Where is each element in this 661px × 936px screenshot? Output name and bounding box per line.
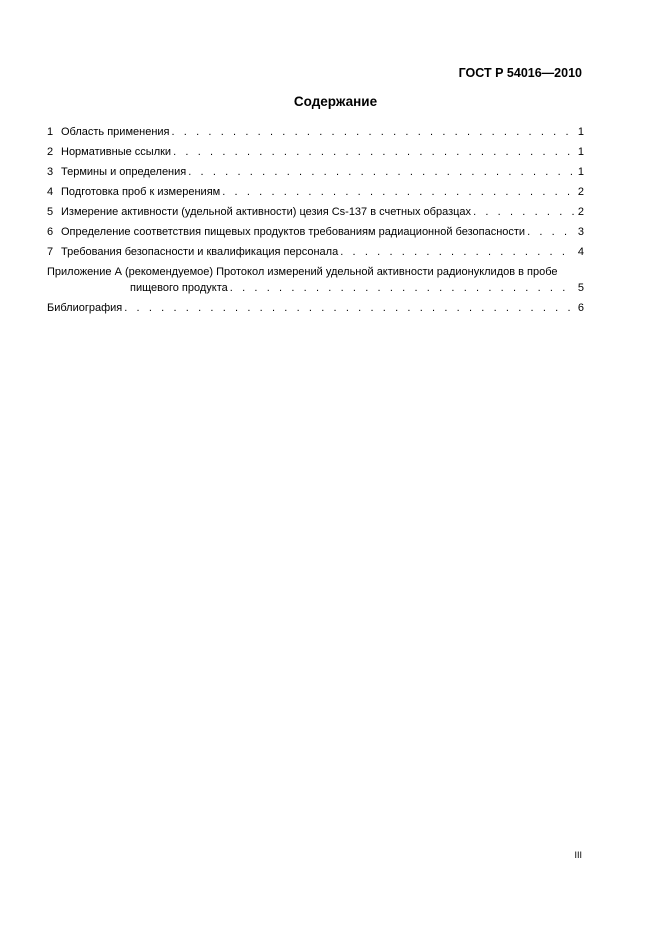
toc-entry-number: 3	[47, 166, 54, 178]
toc-entry-page: 5	[577, 282, 584, 294]
toc-entry-page: 3	[577, 226, 584, 238]
toc-entry-page: 2	[577, 186, 584, 198]
toc-entry[interactable]	[47, 205, 584, 225]
dot-leader	[230, 281, 574, 295]
toc-title: Содержание	[293, 94, 378, 109]
table-of-contents	[47, 125, 584, 321]
toc-entry[interactable]	[47, 185, 584, 205]
toc-entry-number: 6	[47, 226, 54, 238]
toc-entry[interactable]	[47, 225, 584, 245]
toc-appendix-entry[interactable]	[47, 265, 584, 281]
toc-appendix-label-cont: пищевого продукта	[130, 282, 228, 294]
dot-leader	[527, 225, 574, 239]
toc-entry[interactable]	[47, 145, 584, 165]
toc-entry[interactable]	[47, 245, 584, 265]
toc-entry-label: Требования безопасности и квалификация персонала	[61, 246, 339, 258]
toc-entry[interactable]	[47, 165, 584, 185]
toc-entry-page: 1	[577, 126, 584, 138]
toc-entry-page: 1	[577, 166, 584, 178]
toc-entry-label: Термины и определения	[61, 166, 187, 178]
toc-entry-page: 4	[577, 246, 584, 258]
toc-entry-number: 7	[47, 246, 54, 258]
toc-entry-number: 1	[47, 126, 54, 138]
toc-entry-page: 2	[577, 206, 584, 218]
toc-entry-number: 2	[47, 146, 54, 158]
dot-leader	[473, 205, 574, 219]
toc-entry-page: 1	[577, 146, 584, 158]
dot-leader	[188, 165, 574, 179]
dot-leader	[172, 125, 575, 139]
standard-code: ГОСТ Р 54016—2010	[458, 66, 582, 80]
toc-entry[interactable]	[47, 125, 584, 145]
toc-entry-label: Библиография	[47, 302, 123, 314]
toc-appendix-label: Приложение А (рекомендуемое) Протокол измерений удельной активности радионуклидов в пробе	[47, 266, 558, 278]
toc-entry-page: 6	[577, 302, 584, 314]
toc-entry-label: Нормативные ссылки	[61, 146, 172, 158]
toc-entry-label: Подготовка проб к измерениям	[61, 186, 221, 198]
toc-entry-label: Область применения	[61, 126, 170, 138]
dot-leader	[124, 301, 574, 315]
page-number: III	[574, 850, 582, 860]
dot-leader	[222, 185, 574, 199]
toc-entry-number: 4	[47, 186, 54, 198]
toc-entry-number: 5	[47, 206, 54, 218]
toc-entry-label: Определение соответствия пищевых продуктов требованиям радиационной безопасности	[61, 226, 526, 238]
toc-entry-label: Измерение активности (удельной активности) цезия Cs-137 в счетных образцах	[61, 206, 472, 218]
toc-appendix-continuation[interactable]	[47, 281, 584, 301]
dot-leader	[173, 145, 574, 159]
toc-bibliography-entry[interactable]	[47, 301, 584, 321]
dot-leader	[340, 245, 574, 259]
